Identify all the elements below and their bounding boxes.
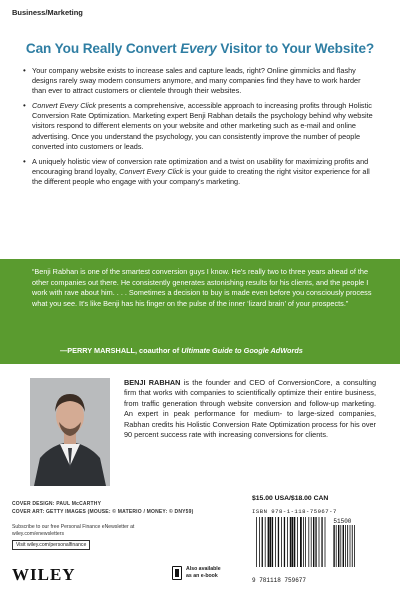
author-bio	[124, 378, 376, 440]
book-title-italic: Convert Every Click	[119, 166, 184, 176]
newsletter-promo: Subscribe to our free Personal Finance eNewsletter at wiley.com/enewsletters	[12, 524, 135, 538]
book-title-italic: Convert Every Click	[32, 101, 97, 111]
barcode-addon-digits: 51500	[333, 518, 352, 525]
author-bio-text: is the founder and CEO of ConversionCore, a consulting firm that works with companies to scientifically optimize their entire business, from traffic generation through website conversion and follow-up marketing. An expert in peak performance for medium- to large-sized companies, Rabhan credits his Holistic Conversion Rate Optimization process for his over 90 percent success rate with increasing conversions for clients.	[124, 378, 377, 440]
cover-design-credit: COVER DESIGN: PAUL McCARTHY	[12, 501, 102, 507]
endorsement-attribution: —PERRY MARSHALL, coauthor of Ultimate Guide to Google AdWords	[60, 346, 303, 355]
ebook-availability: Also available as an e-book	[186, 566, 221, 579]
cover-credits	[12, 500, 194, 516]
attribution-book-title: Ultimate Guide to Google AdWords	[181, 346, 303, 355]
author-name: BENJI RABHAN	[124, 378, 181, 387]
ebook-icon	[172, 566, 182, 580]
price-label: $15.00 USA/$18.00 CAN	[252, 495, 329, 502]
headline-part-1: Can You Really Convert	[25, 41, 181, 56]
author-photo	[30, 378, 110, 486]
publisher-logo: WILEY	[12, 565, 76, 584]
description-bullets	[32, 66, 374, 192]
author-portrait-illustration	[30, 378, 110, 486]
back-cover-headline	[0, 41, 400, 56]
category-label: Business/Marketing	[12, 8, 83, 17]
headline-part-2: Visitor to Your Website?	[216, 41, 375, 56]
endorsement-quote: “Benji Rabhan is one of the smartest conversion guys I know. He's really two to three years ahead of the other companies out there. He consistently generates astonishing results for his clients, and the people I work with rave about him. . . . Sometimes a decision to buy is made even before you consciously process what you see. It's like Benji has his finger on the pulse of the inner ‘lizard brain’ of your prospects.”	[32, 267, 372, 308]
visit-website-box: Visit wiley.com/personalfinance	[12, 540, 90, 550]
headline-emphasis: Every	[180, 41, 217, 56]
barcode-digits: 9 781118 759677	[252, 577, 307, 584]
bullet-point: • A uniquely holistic view of conversion rate optimization and a twist on usability for maximizing profits and encouraging brand loyalty, Convert Every Click is your guide to creating the right visitor experience for all the different people who engage with your company's marketing.	[32, 157, 374, 187]
bullet-point: • Your company website exists to increase sales and capture leads, right? Online gimmicks and flashy designs rarely sway modern consumers anymore, and many companies find they have to work harder than ever to attract customers or clientele through their websites.	[32, 66, 374, 96]
bullet-point: • Convert Every Click presents a comprehensive, accessible approach to increasing profits through Holistic Conversion Rate Optimization. Marketing expert Benji Rabhan details the psychology behind why website visitors respond to different elements on your website and other marketing such as e-mail and online advertising. Once you understand the psychology, you can consistently improve the number of people converted into customers or leads.	[32, 101, 374, 151]
cover-art-credit: COVER ART: GETTY IMAGES (MOUSE: © MATERIO / MONEY: © DNY59)	[12, 509, 194, 516]
isbn-label: ISBN 978-1-118-75967-7	[252, 508, 337, 515]
isbn-barcode	[252, 515, 387, 573]
